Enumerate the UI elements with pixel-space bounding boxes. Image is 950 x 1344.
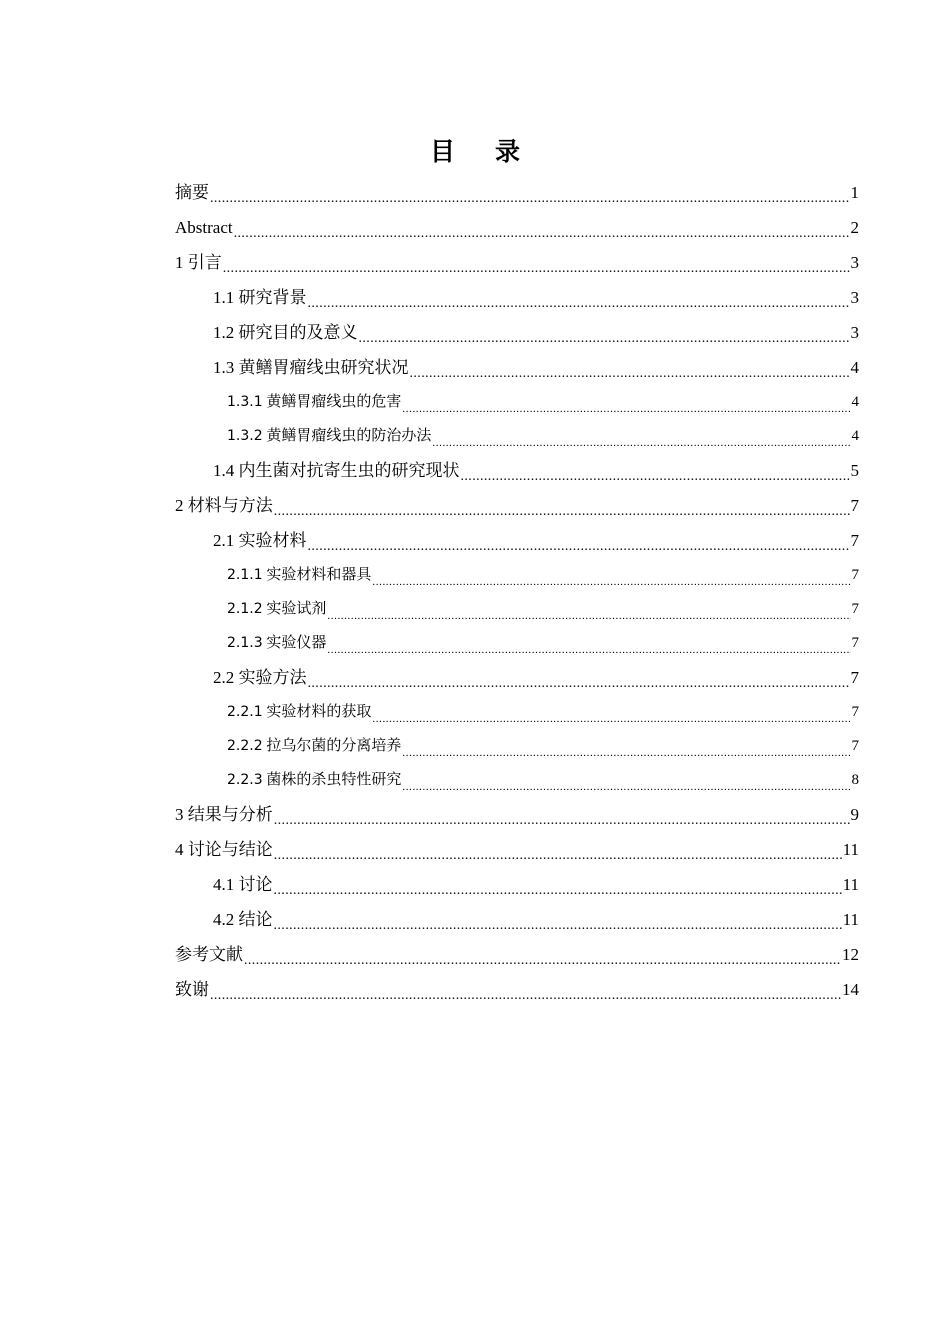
toc-entry-row — [227, 702, 859, 729]
toc-entry-label: 摘要 — [175, 183, 209, 202]
toc-entry[interactable] — [175, 937, 859, 972]
toc-entry[interactable] — [175, 488, 859, 523]
toc-entry-page-number: 7 — [851, 567, 859, 583]
toc-entry-label: 菌株的杀虫特性研究 — [266, 772, 402, 788]
toc-entry-page-number: 1 — [850, 183, 859, 202]
toc-title-second-char: 录 — [495, 137, 521, 166]
toc-entry[interactable] — [175, 558, 859, 592]
toc-dot-leader — [274, 502, 850, 516]
toc-entry-heading — [175, 253, 222, 273]
toc-entry-heading — [213, 910, 273, 930]
toc-entry-page-number: 7 — [851, 738, 859, 754]
toc-entry-heading — [213, 461, 460, 481]
toc-entry[interactable] — [175, 280, 859, 315]
toc-entry-row — [213, 288, 859, 315]
toc-entry-row — [227, 633, 859, 660]
toc-entry-heading — [213, 288, 307, 308]
toc-entry-label: 讨论与结论 — [187, 840, 273, 859]
toc-entry-label: Abstract — [175, 218, 233, 237]
toc-entry-page-number: 2 — [850, 218, 859, 237]
toc-dot-leader — [410, 364, 850, 378]
toc-entry-row — [227, 599, 859, 626]
toc-entry-heading — [175, 840, 273, 860]
toc-entry-row — [213, 910, 859, 937]
toc-entry-heading — [227, 736, 401, 756]
toc-entry[interactable] — [175, 867, 859, 902]
toc-entry-row — [213, 358, 859, 385]
toc-entry[interactable] — [175, 972, 859, 1007]
toc-entry[interactable] — [175, 626, 859, 660]
toc-entry-heading — [227, 392, 401, 412]
toc-dot-leader — [359, 329, 850, 343]
toc-entry-page-number: 7 — [850, 531, 859, 550]
toc-entry-row — [175, 253, 859, 280]
toc-entry-row — [175, 980, 859, 1007]
toc-dot-leader — [244, 951, 841, 965]
toc-entry-row — [227, 392, 859, 419]
toc-entry[interactable] — [175, 695, 859, 729]
toc-dot-leader — [402, 398, 850, 412]
toc-dot-leader — [210, 189, 850, 203]
toc-entry-heading — [175, 183, 209, 203]
toc-entry-page-number: 9 — [850, 805, 859, 824]
toc-entry[interactable] — [175, 419, 859, 453]
toc-entry[interactable] — [175, 523, 859, 558]
toc-entry-heading — [213, 358, 409, 378]
toc-entry[interactable] — [175, 797, 859, 832]
toc-entry-row — [213, 531, 859, 558]
toc-entry-label: 拉乌尔菌的分离培养 — [266, 738, 402, 754]
toc-dot-leader — [274, 846, 842, 860]
toc-dot-leader — [372, 571, 850, 585]
toc-entry-number: 2.2.3 — [227, 772, 263, 788]
toc-entry-label: 结论 — [238, 910, 273, 929]
toc-dot-leader — [308, 674, 850, 688]
toc-dot-leader — [432, 432, 850, 446]
toc-dot-leader — [327, 639, 850, 653]
toc-entry-label: 参考文献 — [175, 945, 243, 964]
toc-entry-row — [227, 736, 859, 763]
toc-entry-page-number: 11 — [842, 840, 859, 859]
toc-entry-number: 2.1.2 — [227, 601, 263, 617]
toc-dot-leader — [210, 986, 841, 1000]
toc-entry-number: 1.3 — [213, 358, 235, 377]
toc-dot-leader — [234, 224, 850, 238]
toc-entry-number: 2.2.2 — [227, 738, 263, 754]
toc-entry-heading — [227, 599, 326, 619]
toc-entry-page-number: 7 — [851, 601, 859, 617]
toc-entry-page-number: 3 — [850, 323, 859, 342]
toc-title — [0, 134, 950, 170]
toc-entry-label: 引言 — [187, 253, 222, 272]
toc-entry-page-number: 4 — [851, 394, 859, 410]
toc-entry-number: 3 — [175, 805, 184, 824]
toc-dot-leader — [274, 881, 842, 895]
toc-entry-row — [213, 668, 859, 695]
toc-entry-page-number: 12 — [842, 945, 859, 964]
toc-entry-row — [175, 496, 859, 523]
toc-entry-label: 黄鳝胃瘤线虫的危害 — [266, 394, 402, 410]
toc-entry[interactable] — [175, 210, 859, 245]
toc-entry-heading — [175, 945, 243, 965]
toc-entry-page-number: 4 — [850, 358, 859, 377]
toc-entry[interactable] — [175, 902, 859, 937]
toc-entry-row — [213, 323, 859, 350]
toc-dot-leader — [327, 605, 850, 619]
toc-entry[interactable] — [175, 660, 859, 695]
toc-entry-row — [175, 218, 859, 245]
toc-entry-number: 2.1 — [213, 531, 235, 550]
toc-entry-label: 材料与方法 — [187, 496, 273, 515]
toc-entry-number: 1.1 — [213, 288, 235, 307]
toc-entry-page-number: 5 — [850, 461, 859, 480]
toc-dot-leader — [461, 467, 850, 481]
toc-entry[interactable] — [175, 763, 859, 797]
toc-entry-number: 1.3.2 — [227, 428, 263, 444]
toc-dot-leader — [308, 537, 850, 551]
toc-entry-label: 研究目的及意义 — [238, 323, 358, 342]
toc-dot-leader — [274, 811, 850, 825]
table-of-contents — [175, 175, 859, 1007]
toc-entry-row — [175, 840, 859, 867]
toc-entry[interactable] — [175, 245, 859, 280]
toc-entry-row — [175, 805, 859, 832]
toc-entry-number: 2.1.1 — [227, 567, 263, 583]
toc-entry[interactable] — [175, 350, 859, 385]
toc-entry-label: 实验材料和器具 — [266, 567, 372, 583]
toc-entry-label: 内生菌对抗寄生虫的研究现状 — [238, 461, 460, 480]
toc-entry-number: 4.2 — [213, 910, 235, 929]
toc-entry-number: 2.1.3 — [227, 635, 263, 651]
toc-entry-heading — [175, 218, 233, 238]
toc-title-first-char: 目 — [429, 137, 455, 166]
toc-entry[interactable] — [175, 453, 859, 488]
toc-entry-heading — [213, 668, 307, 688]
toc-entry-heading — [227, 770, 401, 790]
toc-entry-label: 黄鳝胃瘤线虫研究状况 — [238, 358, 409, 377]
toc-entry-row — [175, 183, 859, 210]
toc-entry-row — [213, 461, 859, 488]
toc-entry-label: 黄鳝胃瘤线虫的防治办法 — [266, 428, 432, 444]
toc-entry[interactable] — [175, 832, 859, 867]
toc-entry-number: 1 — [175, 253, 184, 272]
toc-entry-number: 2.2.1 — [227, 704, 263, 720]
toc-entry-heading — [213, 531, 307, 551]
toc-entry-row — [227, 565, 859, 592]
toc-entry-page-number: 7 — [851, 635, 859, 651]
toc-entry-number: 1.4 — [213, 461, 235, 480]
toc-entry-page-number: 8 — [851, 772, 859, 788]
toc-entry-label: 研究背景 — [238, 288, 307, 307]
toc-entry-page-number: 7 — [850, 668, 859, 687]
toc-entry-page-number: 3 — [850, 288, 859, 307]
toc-entry-number: 4.1 — [213, 875, 235, 894]
toc-entry[interactable] — [175, 385, 859, 419]
toc-entry-heading — [227, 633, 326, 653]
toc-entry-label: 实验试剂 — [266, 601, 327, 617]
toc-entry-number: 1.3.1 — [227, 394, 263, 410]
toc-entry-label: 实验材料的获取 — [266, 704, 372, 720]
toc-entry-heading — [227, 702, 371, 722]
toc-entry-row — [213, 875, 859, 902]
toc-entry-heading — [213, 323, 358, 343]
toc-dot-leader — [223, 259, 850, 273]
toc-entry-label: 结果与分析 — [187, 805, 273, 824]
toc-dot-leader — [372, 708, 850, 722]
toc-entry-page-number: 4 — [851, 428, 859, 444]
toc-entry-page-number: 14 — [842, 980, 859, 999]
toc-entry-number: 2 — [175, 496, 184, 515]
toc-entry-number: 1.2 — [213, 323, 235, 342]
toc-dot-leader — [308, 294, 850, 308]
toc-entry-row — [227, 426, 859, 453]
toc-entry-heading — [227, 565, 371, 585]
toc-dot-leader — [274, 916, 842, 930]
toc-entry-page-number: 11 — [842, 910, 859, 929]
toc-dot-leader — [402, 742, 850, 756]
toc-entry-label: 实验仪器 — [266, 635, 327, 651]
toc-entry-number: 2.2 — [213, 668, 235, 687]
toc-entry-row — [227, 770, 859, 797]
toc-entry-heading — [175, 496, 273, 516]
toc-entry[interactable] — [175, 315, 859, 350]
toc-entry-label: 讨论 — [238, 875, 273, 894]
toc-dot-leader — [402, 776, 850, 790]
toc-entry-heading — [213, 875, 273, 895]
toc-entry-row — [175, 945, 859, 972]
toc-entry-heading — [227, 426, 431, 446]
toc-entry-heading — [175, 805, 273, 825]
toc-entry-page-number: 11 — [842, 875, 859, 894]
toc-entry-label: 实验方法 — [238, 668, 307, 687]
toc-entry-number: 4 — [175, 840, 184, 859]
toc-entry-label: 实验材料 — [238, 531, 307, 550]
toc-entry-heading — [175, 980, 209, 1000]
toc-entry-page-number: 7 — [850, 496, 859, 515]
toc-entry-page-number: 7 — [851, 704, 859, 720]
toc-entry[interactable] — [175, 729, 859, 763]
toc-entry[interactable] — [175, 175, 859, 210]
toc-entry-label: 致谢 — [175, 980, 209, 999]
toc-entry-page-number: 3 — [850, 253, 859, 272]
toc-entry[interactable] — [175, 592, 859, 626]
